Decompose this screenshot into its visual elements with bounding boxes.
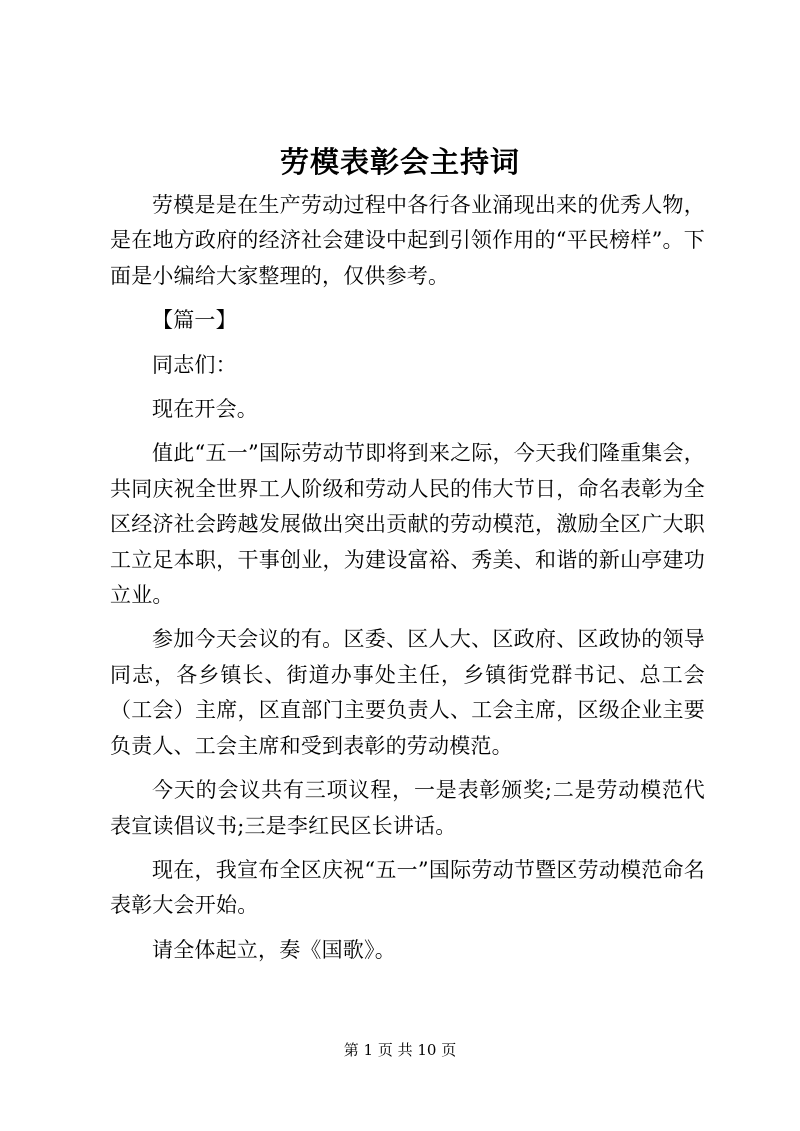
paragraph-occasion: 值此“五一”国际劳动节即将到来之际，今天我们隆重集会，共同庆祝全世界工人阶级和劳动人民的伟大节日，命名表彰为全区经济社会跨越发展做出突出贡献的劳动模范，激励全区广大职工立足本职，干事创业，为建设富裕、秀美、和谐的新山亭建功立业。 xyxy=(110,441,705,608)
paragraph-intro: 劳模是是在生产劳动过程中各行各业涌现出来的优秀人物，是在地方政府的经济社会建设中起到引领作用的“平民榜样”。下面是小编给大家整理的，仅供参考。 xyxy=(110,193,705,288)
document-title: 劳模表彰会主持词 xyxy=(279,145,520,179)
page-footer: 第 1 页 共 10 页 xyxy=(343,1041,457,1059)
paragraph-anthem: 请全体起立，奏《国歌》。 xyxy=(152,937,396,962)
paragraph-announcement: 现在，我宣布全区庆祝“五一”国际劳动节暨区劳动模范命名表彰大会开始。 xyxy=(110,857,705,918)
paragraph-open-meeting: 现在开会。 xyxy=(152,397,258,422)
paragraph-attendees: 参加今天会议的有。区委、区人大、区政府、区政协的领导同志，各乡镇长、街道办事处主任，乡镇街党群书记、总工会（工会）主席，区直部门主要负责人、工会主席，区级企业主要负责人、工会主席和受到表彰的劳动模范。 xyxy=(110,627,705,758)
document-body xyxy=(110,188,705,968)
paragraph-greeting: 同志们： xyxy=(152,352,237,377)
paragraph-agenda: 今天的会议共有三项议程，一是表彰颁奖;二是劳动模范代表宣读倡议书;三是李红民区长讲话。 xyxy=(110,778,705,838)
paragraph-section-heading: 【篇一】 xyxy=(152,308,237,333)
